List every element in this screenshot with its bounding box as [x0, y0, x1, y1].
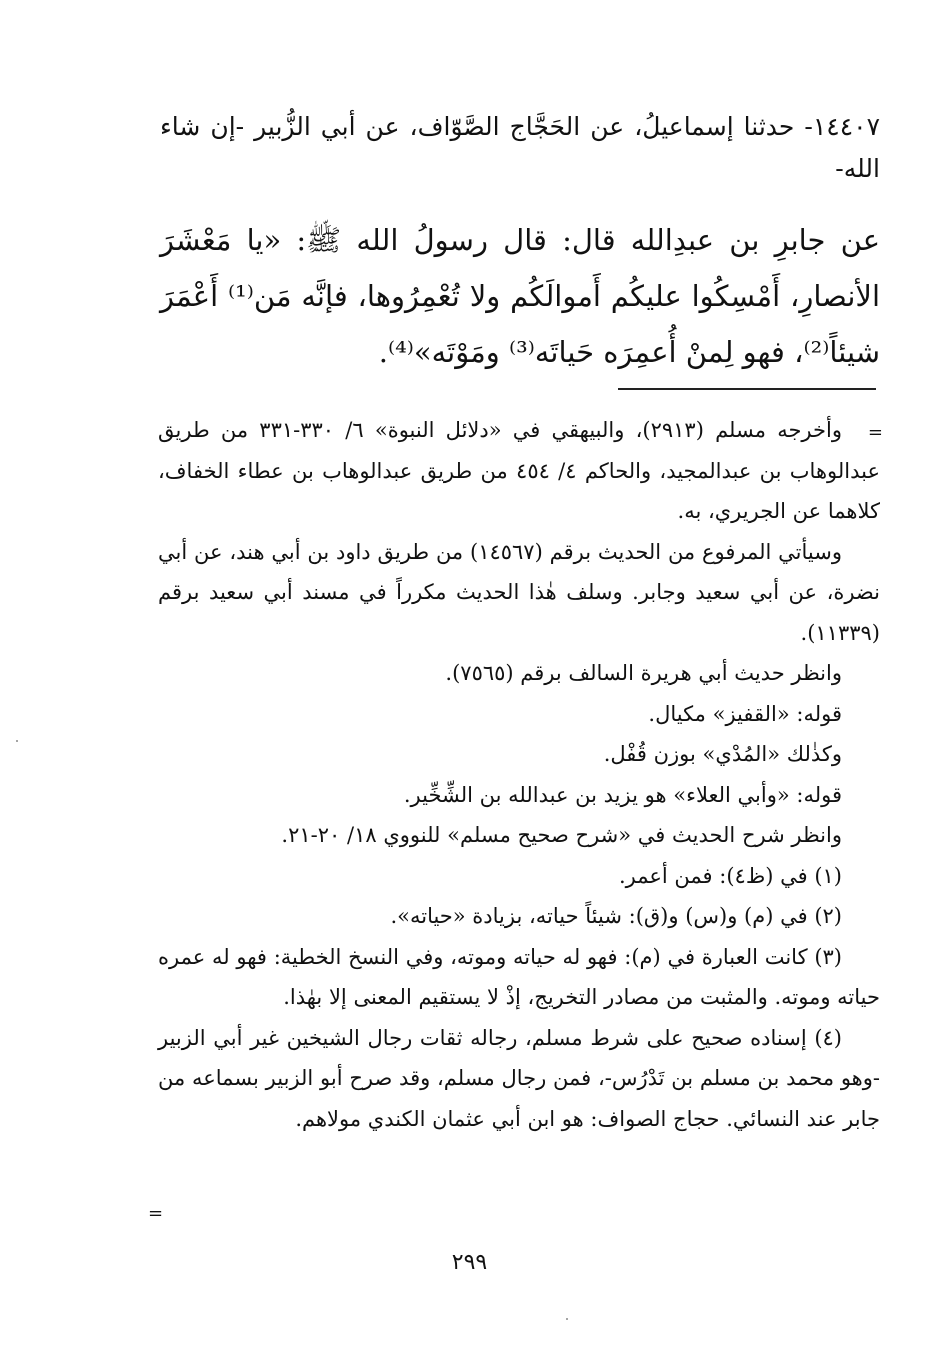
footnote-separator-line [618, 388, 876, 390]
continuation-mark-bottom: = [148, 1203, 164, 1224]
hadith-isnad: ١٤٤٠٧- حدثنا إسماعيلُ، عن الحَجَّاج الصَّوّاف، عن أبي الزُّبير -إن شاء الله- [160, 112, 880, 183]
scan-speck [566, 1318, 568, 1320]
footnote-paragraph: قوله: «وأبي العلاء» هو يزيد بن عبدالله بن الشِّخِّير. [403, 782, 842, 807]
footnote-paragraph: وانظر حديث أبي هريرة السالف برقم (٧٥٦٥). [445, 661, 842, 685]
footnote-paragraph: قوله: «القفيز» مكيال. [648, 701, 842, 726]
footnote-3: (٣) كانت العبارة في (م): فهو له حياته وموته، وفي النسخ الخطية: فهو له عمره حياته وموته. والمثبت من مصادر التخريج، إذْ لا يستقيم المعنى إلا بهٰذا. [158, 944, 880, 1009]
footnotes-section [158, 410, 880, 1139]
footnote-1: (١) في (ظ٤): فمن أعمر. [618, 863, 842, 888]
continuation-mark-top: = [867, 422, 883, 443]
footnote-paragraph: وانظر شرح الحديث في «شرح صحيح مسلم» للنووي ١٨/ ٢٠-٢١. [281, 823, 842, 847]
scan-speck [16, 740, 18, 742]
footnote-2: (٢) في (م) و(س) و(ق): شيئاً حياته، بزيادة «حياته». [390, 904, 842, 928]
footnote-paragraph: وكذٰلك «المُدْي» بوزن قُفْل. [603, 742, 842, 766]
footnote-4: (٤) إسناده صحيح على شرط مسلم، رجاله ثقات رجال الشيخين غير أبي الزبير -وهو محمد بن مسلم بن تَدْرُس-، فمن رجال مسلم، وقد صرح أبو الزبير بسماعه من جابر عند النسائي. حجاج الصواف: هو ابن أبي عثمان الكندي مولاهم. [158, 1025, 880, 1131]
page-number: ٢٩٩ [451, 1250, 488, 1275]
footnote-paragraph: وسيأتي المرفوع من الحديث برقم (١٤٥٦٧) من طريق داود بن أبي هند، عن أبي نضرة، عن أبي سعيد وجابر. وسلف هٰذا الحديث مكرراً في مسند أبي سعيد برقم (١١٣٣٩). [158, 539, 880, 645]
footnote-paragraph: وأخرجه مسلم (٢٩١٣)، والبيهقي في «دلائل النبوة» ٦/ ٣٣٠-٣٣١ من طريق عبدالوهاب بن عبدالمجيد، والحاكم ٤/ ٤٥٤ من طريق عبدالوهاب بن عطاء الخفاف، كلاهما عن الجريري، به. [158, 418, 880, 523]
hadith-matn: عن جابرِ بن عبدِالله قال: قال رسولُ الله ﷺ: «يا مَعْشَرَ الأنصارِ، أَمْسِكُوا عليكُم أَموالَكُم ولا تُعْمِرُوها، فإنَّه مَن⁽¹⁾ أَعْمَرَ شيئاً⁽²⁾، فهو لِمنْ أُعمِرَه حَياتَه⁽³⁾ ومَوْتَه»⁽⁴⁾. [160, 223, 881, 369]
